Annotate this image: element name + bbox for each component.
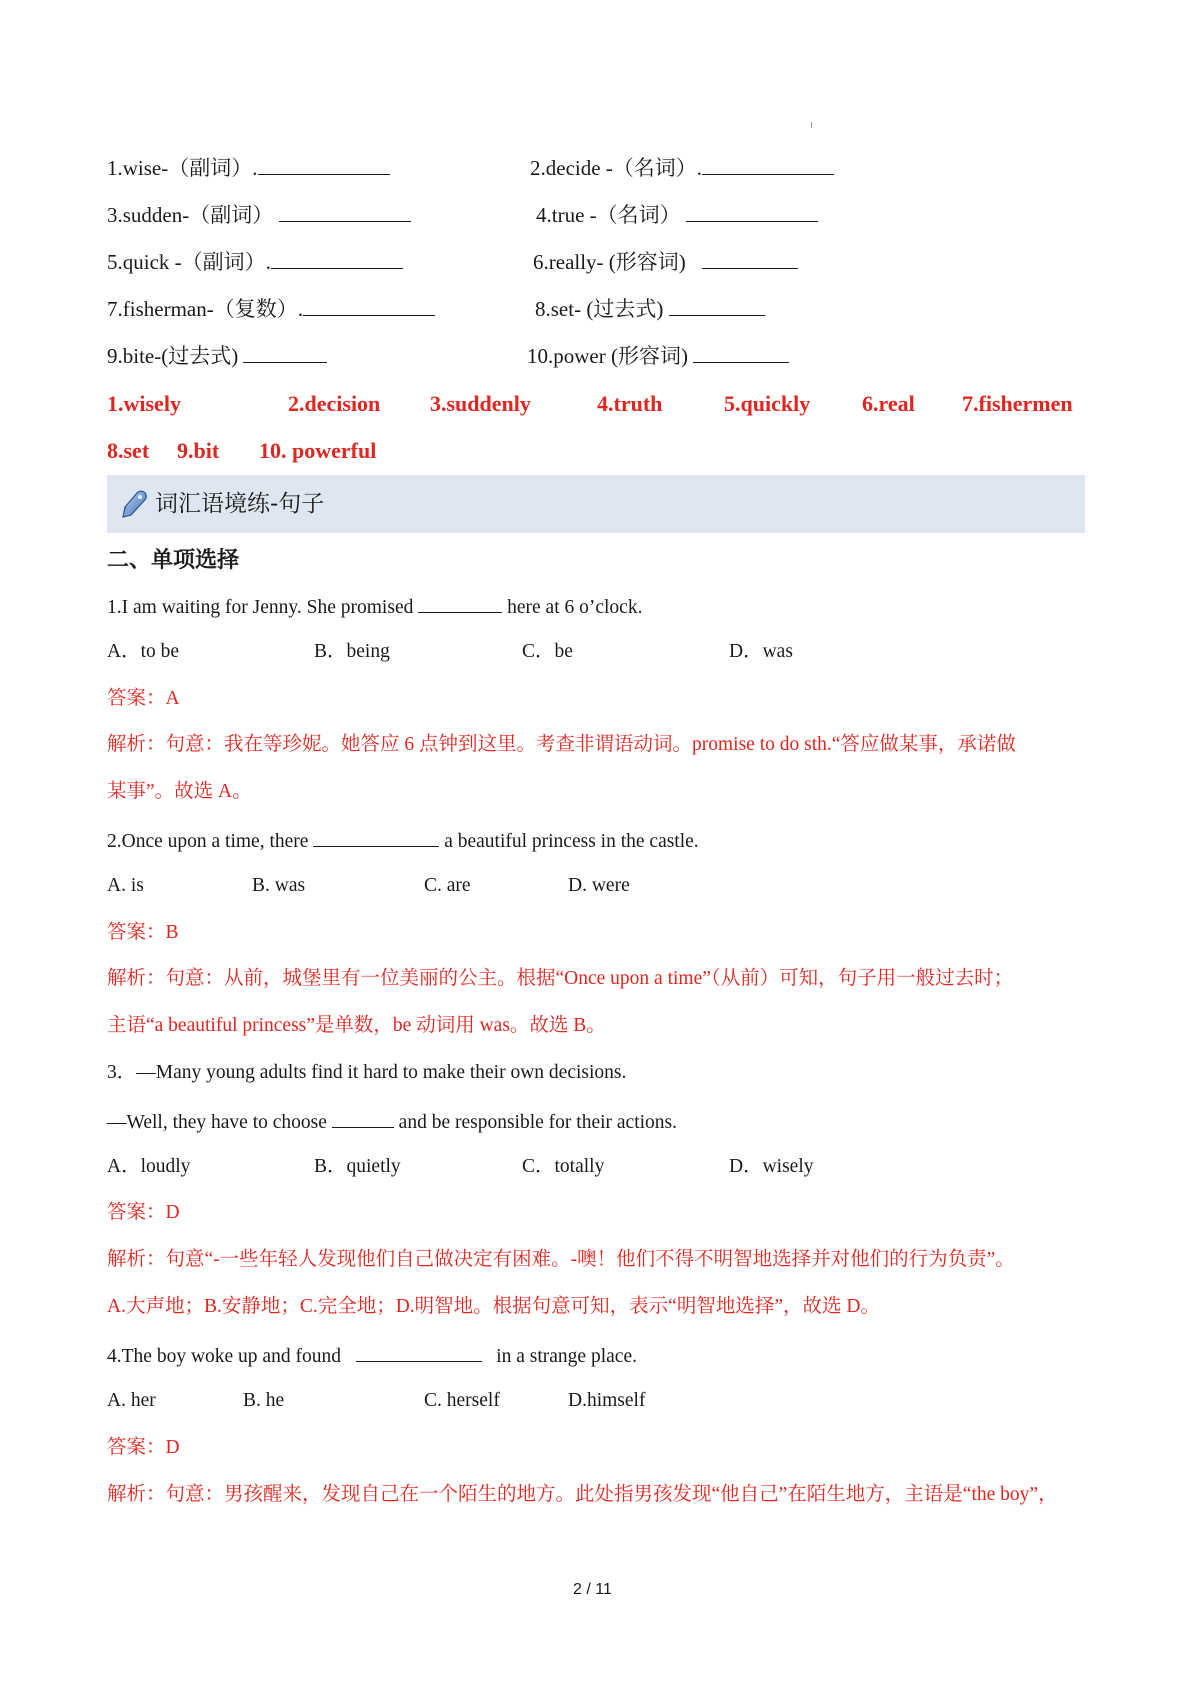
question-2-stem: 2.Once upon a time, there a beautiful princess in the castle.	[107, 826, 699, 855]
question-3-option-c: C．totally	[522, 1156, 605, 1177]
answer-8: 8.set	[107, 438, 150, 463]
vocab-item-9: 9.bite-(过去式)	[107, 342, 327, 370]
vocab-item-1: 1.wise-（副词）.	[107, 154, 390, 182]
question-4-option-d: D.himself	[568, 1390, 646, 1411]
question-4-analysis-line-1: 解析：句意：男孩醒来，发现自己在一个陌生的地方。此处指男孩发现“他自己”在陌生地方，主语是“the boy”，	[107, 1484, 1058, 1505]
vocab-item-2: 2.decide -（名词）.	[530, 154, 834, 182]
question-1-analysis-line-1: 解析：句意：我在等珍妮。她答应 6 点钟到这里。考查非谓语动词。promise to do sth.“答应做某事，承诺做	[107, 734, 1016, 755]
answer-6: 6.real	[862, 391, 915, 416]
question-3-analysis-line-1: 解析：句意“-一些年轻人发现他们自己做决定有困难。-噢！他们不得不明智地选择并对他们的行为负责”。	[107, 1249, 1015, 1270]
vocab-item-4: 4.true -（名词）	[536, 201, 818, 229]
section-banner	[107, 475, 1085, 533]
question-1-option-b: B．being	[314, 641, 390, 662]
vocab-item-10: 10.power (形容词)	[527, 342, 789, 370]
question-4-option-c: C. herself	[424, 1390, 500, 1411]
section-title: 词汇语境练-句子	[155, 491, 325, 517]
question-2-option-a: A. is	[107, 875, 144, 896]
pen-nib-icon	[121, 489, 149, 519]
question-1-stem: 1.I am waiting for Jenny. She promised here at 6 o’clock.	[107, 592, 642, 621]
question-2-analysis-line-2: 主语“a beautiful princess”是单数，be 动词用 was。故选 B。	[107, 1015, 606, 1036]
vocab-item-3: 3.sudden-（副词）	[107, 201, 411, 229]
question-4-stem: 4.The boy woke up and found in a strange place.	[107, 1341, 637, 1370]
answer-5: 5.quickly	[724, 391, 811, 416]
question-2-option-b: B. was	[252, 875, 306, 896]
question-4-option-b: B. he	[243, 1390, 285, 1411]
vocab-item-8: 8.set- (过去式)	[535, 295, 765, 323]
question-1-option-c: C．be	[522, 641, 573, 662]
question-3-option-a: A．loudly	[107, 1156, 191, 1177]
question-1-analysis-line-2: 某事”。故选 A。	[107, 781, 252, 802]
question-3-option-d: D．wisely	[729, 1156, 814, 1177]
answer-10: 10. powerful	[259, 438, 377, 463]
answer-1: 1.wisely	[107, 391, 181, 416]
question-4-option-a: A. her	[107, 1390, 156, 1411]
vocab-item-6: 6.really- (形容词)	[533, 248, 798, 276]
question-2-option-c: C. are	[424, 875, 471, 896]
page-mark	[811, 122, 812, 128]
question-3-stem: —Well, they have to choose and be responsible for their actions.	[107, 1107, 677, 1136]
question-3-option-b: B．quietly	[314, 1156, 401, 1177]
question-1-option-a: A．to be	[107, 641, 180, 662]
question-2-answer: 答案：B	[107, 922, 179, 943]
answer-9: 9.bit	[177, 438, 220, 463]
answer-7: 7.fishermen	[962, 391, 1073, 416]
page-number: 2 / 11	[573, 1581, 612, 1598]
question-2-analysis-line-1: 解析：句意：从前，城堡里有一位美丽的公主。根据“Once upon a time”（从前）可知，句子用一般过去时；	[107, 968, 1014, 989]
answer-3: 3.suddenly	[430, 391, 531, 416]
answer-4: 4.truth	[597, 391, 663, 416]
question-3-line-1: 3．—Many young adults find it hard to make their own decisions.	[107, 1062, 627, 1083]
question-1-answer: 答案：A	[107, 688, 180, 709]
question-2-option-d: D. were	[568, 875, 630, 896]
question-1-option-d: D．was	[729, 641, 793, 662]
vocab-item-7: 7.fisherman-（复数）.	[107, 295, 435, 323]
question-3-analysis-line-2: A.大声地；B.安静地；C.完全地；D.明智地。根据句意可知，表示“明智地选择”，故选 D。	[107, 1296, 880, 1317]
question-3-answer: 答案：D	[107, 1202, 180, 1223]
question-4-answer: 答案：D	[107, 1437, 180, 1458]
section-heading: 二、单项选择	[107, 548, 240, 573]
answer-2: 2.decision	[288, 391, 381, 416]
vocab-item-5: 5.quick -（副词）.	[107, 248, 403, 276]
